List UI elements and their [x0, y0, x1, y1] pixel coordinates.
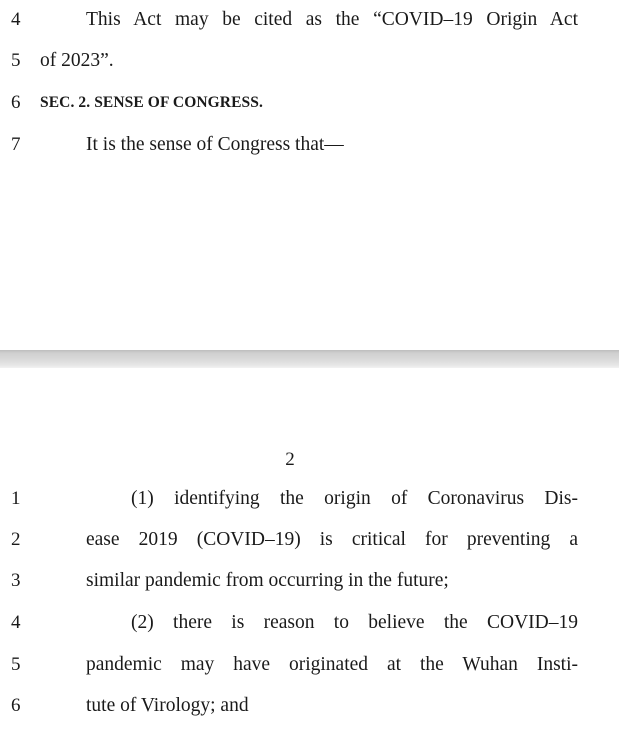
document-page-top: [0, 0, 619, 350]
line-number: 4: [11, 612, 21, 633]
text-line: [0, 131, 619, 159]
line-number: 4: [11, 9, 21, 30]
line-number: 5: [11, 50, 21, 71]
line-text: of 2023”.: [40, 50, 114, 71]
line-text: (2) there is reason to believe the COVID–19: [131, 612, 578, 633]
line-number: 6: [11, 92, 21, 113]
line-number: 5: [11, 654, 21, 675]
text-line: [0, 651, 619, 679]
line-number: 1: [11, 488, 21, 509]
text-line: [0, 567, 619, 595]
line-text: (1) identifying the origin of Coronavirus Dis-: [131, 488, 578, 509]
line-text: pandemic may have originated at the Wuhan Insti-: [86, 654, 578, 675]
line-text: similar pandemic from occurring in the future;: [86, 570, 449, 591]
text-line: [0, 485, 619, 513]
text-line: [0, 692, 619, 720]
section-heading: SEC. 2. SENSE OF CONGRESS.: [40, 94, 263, 111]
line-number: 2: [11, 529, 21, 550]
line-number: 7: [11, 134, 21, 155]
line-number: 3: [11, 570, 21, 591]
line-number: 6: [11, 695, 21, 716]
text-line: [0, 526, 619, 554]
text-line: [0, 609, 619, 637]
line-text: tute of Virology; and: [86, 695, 249, 716]
line-text: It is the sense of Congress that—: [86, 134, 344, 155]
page-number: 2: [285, 449, 295, 470]
line-text: ease 2019 (COVID–19) is critical for preventing a: [86, 529, 578, 550]
document-page-bottom: [0, 368, 619, 730]
text-line: [0, 47, 619, 75]
text-line: [0, 6, 619, 34]
line-text: This Act may be cited as the “COVID–19 Origin Act: [86, 9, 578, 30]
text-line: [0, 89, 619, 117]
page-separator: [0, 350, 619, 368]
